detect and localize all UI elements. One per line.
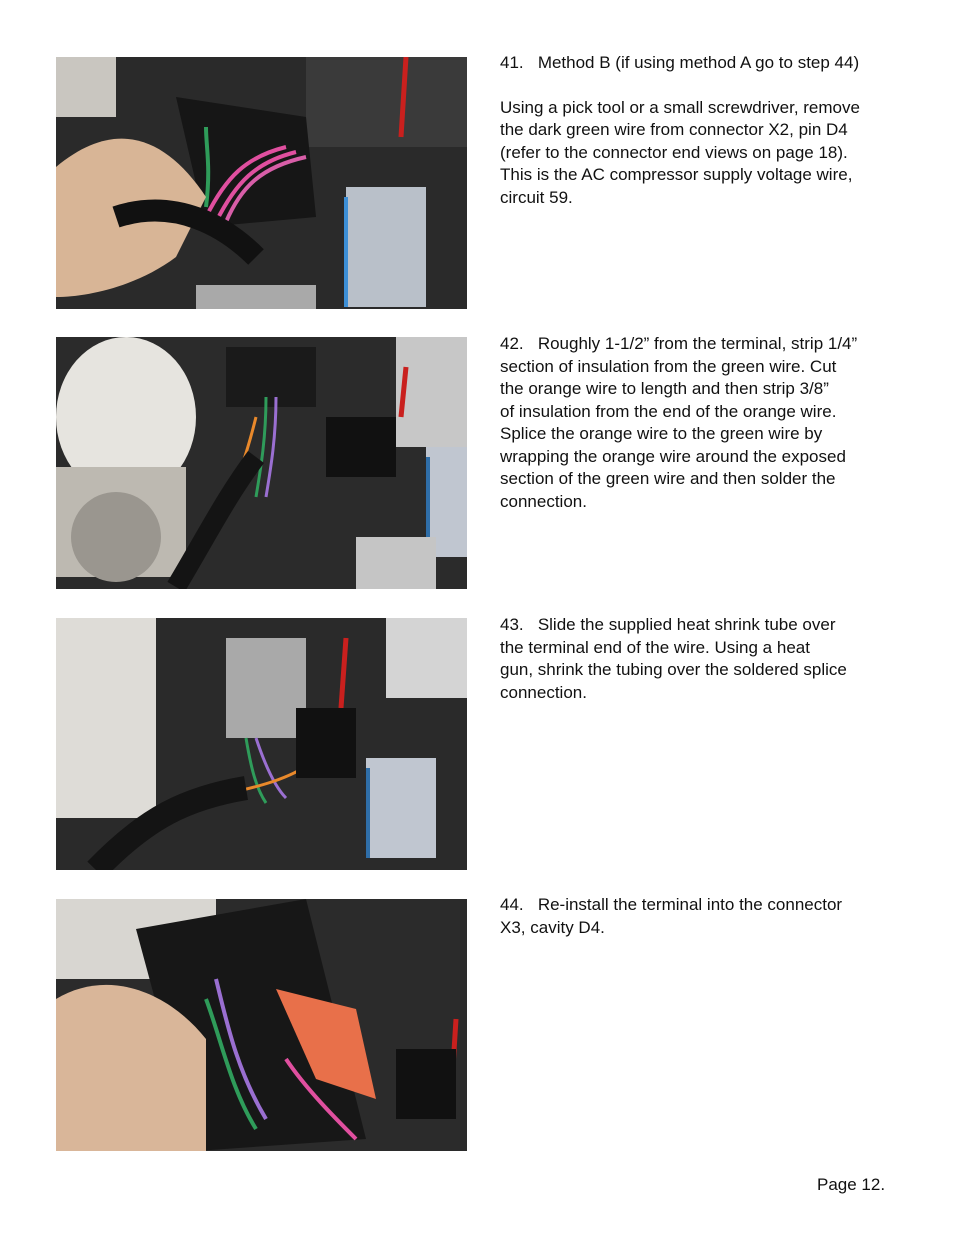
- step-42-line: wrapping the orange wire around the exposed: [500, 446, 846, 466]
- step-43: [500, 614, 910, 704]
- step-42-line: connection.: [500, 491, 587, 511]
- step-41-body: [500, 97, 910, 210]
- step-41: [500, 52, 910, 209]
- step-42-line: the orange wire to length and then strip 3/8”: [500, 379, 829, 398]
- step-41-line: (refer to the connector end views on page 18).: [500, 142, 848, 162]
- step-41-line: circuit 59.: [500, 187, 573, 207]
- step-42-line: section of the green wire and then solder the: [500, 469, 836, 488]
- step-44-heading-text: Re-install the terminal into the connector: [537, 895, 843, 914]
- step-41-number: 41.: [500, 53, 524, 72]
- step-41-heading-text: Method B (if using method A go to step 44): [537, 53, 860, 72]
- page-number: Page 12.: [817, 1175, 886, 1194]
- step-42-photo: [56, 337, 467, 589]
- step-44-photo: [56, 899, 467, 1151]
- step-42-line: section of insulation from the green wire. Cut: [500, 356, 837, 376]
- step-43-line: connection.: [500, 682, 587, 702]
- step-43-body: [500, 614, 910, 704]
- step-44-line: X3, cavity D4.: [500, 917, 605, 937]
- step-44-number: 44.: [500, 895, 524, 914]
- step-43-heading-text: Slide the supplied heat shrink tube over: [537, 615, 836, 634]
- step-42: [500, 333, 910, 513]
- step-42-heading-text: Roughly 1-1/2” from the terminal, strip 1/4”: [537, 334, 858, 353]
- step-41-photo: [56, 57, 467, 309]
- step-43-line: gun, shrink the tubing over the soldered splice: [500, 660, 847, 679]
- step-44-body: [500, 894, 910, 939]
- step-41-line: This is the AC compressor supply voltage wire,: [500, 165, 853, 184]
- step-41-line: Using a pick tool or a small screwdriver, remove: [500, 97, 860, 117]
- step-43-photo: [56, 618, 467, 870]
- step-42-number: 42.: [500, 334, 524, 353]
- step-41-line: the dark green wire from connector X2, pin D4: [500, 120, 848, 139]
- step-42-line: of insulation from the end of the orange wire.: [500, 401, 837, 421]
- step-44: [500, 894, 910, 939]
- step-41-heading: [500, 52, 910, 75]
- step-43-line: the terminal end of the wire. Using a heat: [500, 637, 810, 657]
- step-43-number: 43.: [500, 615, 524, 634]
- step-42-line: Splice the orange wire to the green wire by: [500, 424, 823, 443]
- step-42-body: [500, 333, 910, 513]
